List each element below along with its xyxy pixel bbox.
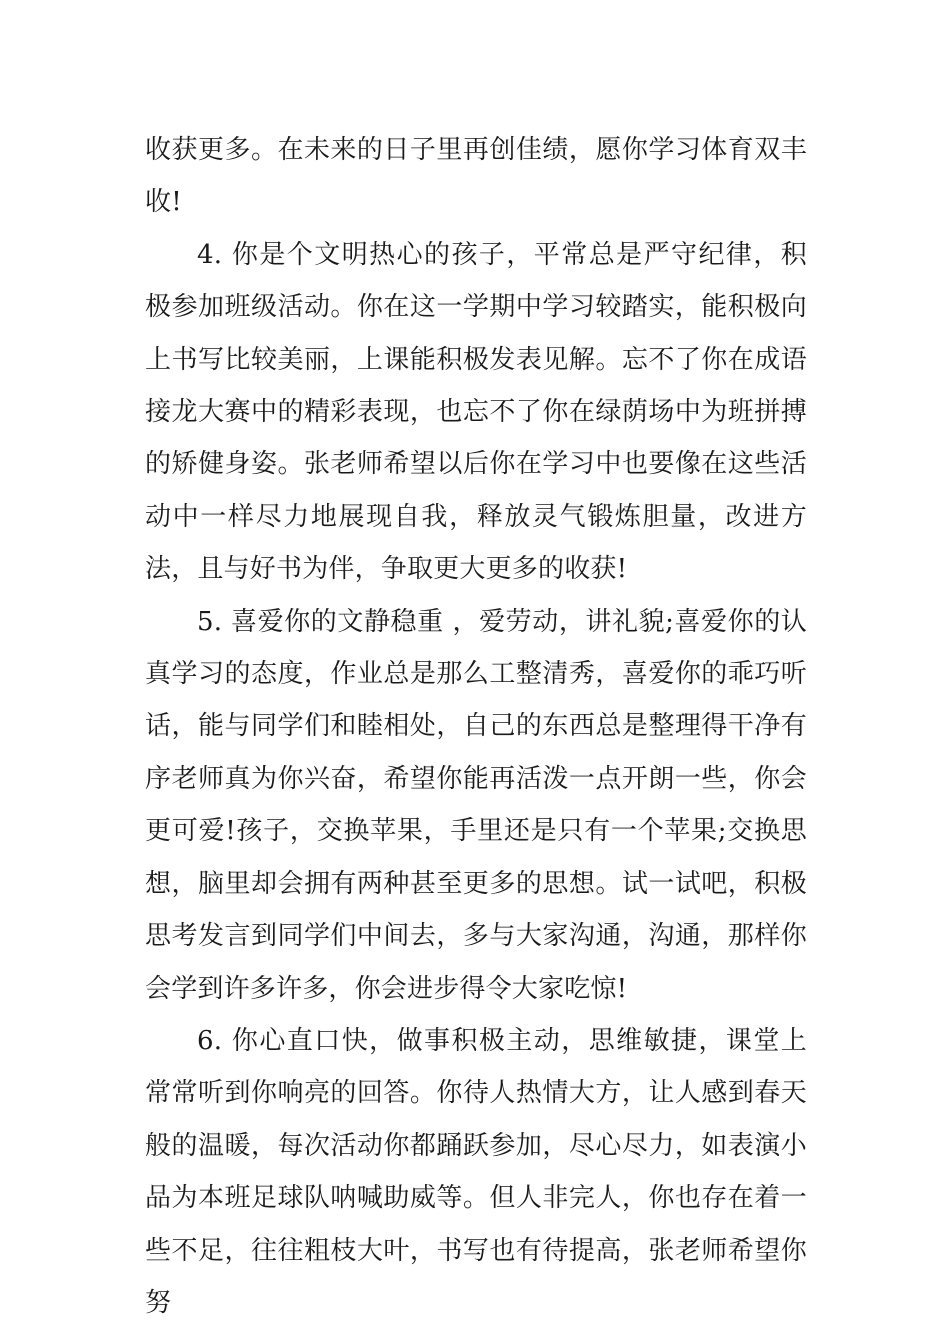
- paragraph-comment-5: 5. 喜爱你的文静稳重 ，爱劳动，讲礼貌;喜爱你的认真学习的态度，作业总是那么工整清秀，喜爱你的乖巧听话，能与同学们和睦相处，自己的东西总是整理得干净有序老师真为你兴奋，希望你能再活泼一点开朗一些，你会更可爱!孩子，交换苹果，手里还是只有一个苹果;交换思想，脑里却会拥有两种甚至更多的思想。试一试吧，积极思考发言到同学们中间去，多与大家沟通，沟通，那样你会学到许多许多，你会进步得令大家吃惊!: [145, 606, 807, 1004]
- paragraph-continuation: 收获更多。在未来的日子里再创佳绩，愿你学习体育双丰收!: [145, 135, 807, 218]
- paragraph-comment-6: 6. 你心直口快，做事积极主动，思维敏捷，课堂上常常听到你响亮的回答。你待人热情大方，让人感到春天般的温暖，每次活动你都踊跃参加，尽心尽力，如表演小品为本班足球队呐喊助威等。但人非完人，你也存在着一些不足，往往粗枝大叶，书写也有待提高，张老师希望你努: [145, 1025, 807, 1318]
- paragraph-comment-4: 4. 你是个文明热心的孩子，平常总是严守纪律，积极参加班级活动。你在这一学期中学习较踏实，能积极向上书写比较美丽，上课能积极发表见解。忘不了你在成语接龙大赛中的精彩表现，也忘不了你在绿荫场中为班拼搏的矫健身姿。张老师希望以后你在学习中也要像在这些活动中一样尽力地展现自我，释放灵气锻炼胆量，改进方法，且与好书为伴，争取更大更多的收获!: [145, 239, 807, 585]
- document-body: [145, 124, 807, 1329]
